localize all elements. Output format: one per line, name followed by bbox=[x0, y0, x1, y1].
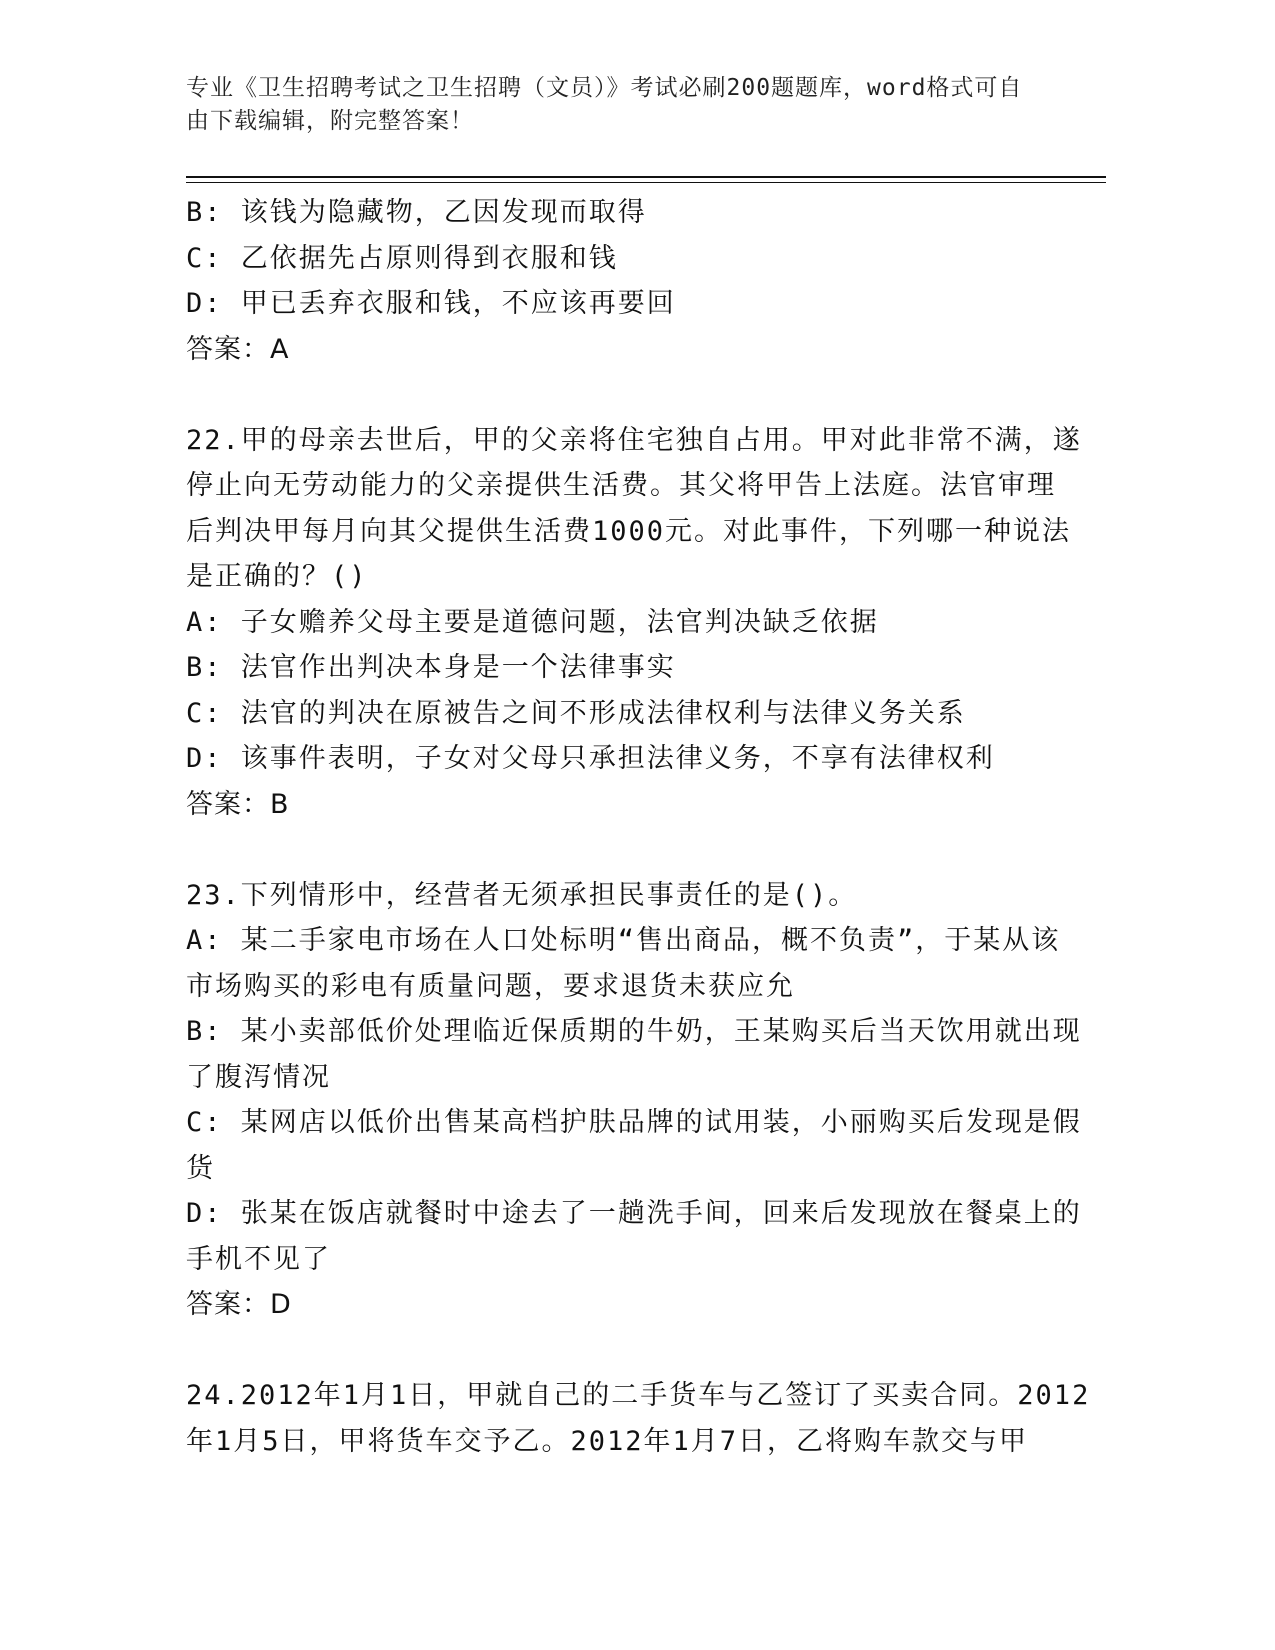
q24-stem-line: 年1月5日，甲将货车交予乙。2012年1月7日，乙将购车款交与甲 bbox=[186, 1425, 1029, 1457]
spacer bbox=[186, 372, 1086, 418]
q23-option-a-cont: 市场购买的彩电有质量问题，要求退货未获应允 bbox=[186, 970, 795, 1002]
q22-option-d: D: 该事件表明，子女对父母只承担法律义务，不享有法律权利 bbox=[186, 743, 995, 774]
q21-option-d: D: 甲已丢弃衣服和钱，不应该再要回 bbox=[186, 288, 676, 319]
header-line-1: 专业《卫生招聘考试之卫生招聘（文员）》考试必刷200题题库，word格式可自 bbox=[186, 75, 1023, 101]
q23-option-c: C: 某网店以低价出售某高档护肤品牌的试用装，小丽购买后发现是假 bbox=[186, 1107, 1082, 1138]
q23-answer: 答案：D bbox=[186, 1289, 292, 1320]
spacer bbox=[186, 1328, 1086, 1374]
q24-stem-line: 24.2012年1月1日，甲就自己的二手货车与乙签订了买卖合同。2012 bbox=[186, 1380, 1091, 1411]
spacer bbox=[186, 827, 1086, 873]
q22-option-a: A: 子女赡养父母主要是道德问题，法官判决缺乏依据 bbox=[186, 606, 879, 638]
q23-option-d: D: 张某在饭店就餐时中途去了一趟洗手间，回来后发现放在餐桌上的 bbox=[186, 1198, 1082, 1229]
q22-stem-line: 后判决甲每月向其父提供生活费1000元。对此事件，下列哪一种说法 bbox=[186, 515, 1072, 547]
q21-option-c: C: 乙依据先占原则得到衣服和钱 bbox=[186, 242, 618, 274]
q23-stem: 23.下列情形中，经营者无须承担民事责任的是()。 bbox=[186, 879, 858, 911]
q21-option-b: B: 该钱为隐藏物，乙因发现而取得 bbox=[186, 197, 647, 228]
q22-stem-line: 是正确的？() bbox=[186, 561, 368, 592]
q22-option-b: B: 法官作出判决本身是一个法律事实 bbox=[186, 652, 676, 683]
q22-answer: 答案：B bbox=[186, 788, 290, 820]
header-line-2: 由下载编辑，附完整答案！ bbox=[186, 108, 474, 134]
q23-option-a: A: 某二手家电市场在人口处标明“售出商品，概不负责”，于某从该 bbox=[186, 925, 1061, 956]
q22-stem-line: 22.甲的母亲去世后，甲的父亲将住宅独自占用。甲对此非常不满，遂 bbox=[186, 424, 1082, 456]
q23-option-c-cont: 货 bbox=[186, 1152, 215, 1184]
header-divider-thin bbox=[186, 182, 1106, 183]
document-header bbox=[186, 72, 1066, 138]
header-divider-thick bbox=[186, 176, 1106, 178]
q23-option-b-cont: 了腹泻情况 bbox=[186, 1061, 331, 1093]
q23-option-d-cont: 手机不见了 bbox=[186, 1243, 331, 1275]
q22-stem-line: 停止向无劳动能力的父亲提供生活费。其父将甲告上法庭。法官审理 bbox=[186, 470, 1056, 501]
q22-option-c: C: 法官的判决在原被告之间不形成法律权利与法律义务关系 bbox=[186, 697, 966, 729]
question-list bbox=[186, 190, 1091, 1464]
q21-answer: 答案：A bbox=[186, 333, 290, 365]
q23-option-b: B: 某小卖部低价处理临近保质期的牛奶，王某购买后当天饮用就出现 bbox=[186, 1016, 1082, 1047]
